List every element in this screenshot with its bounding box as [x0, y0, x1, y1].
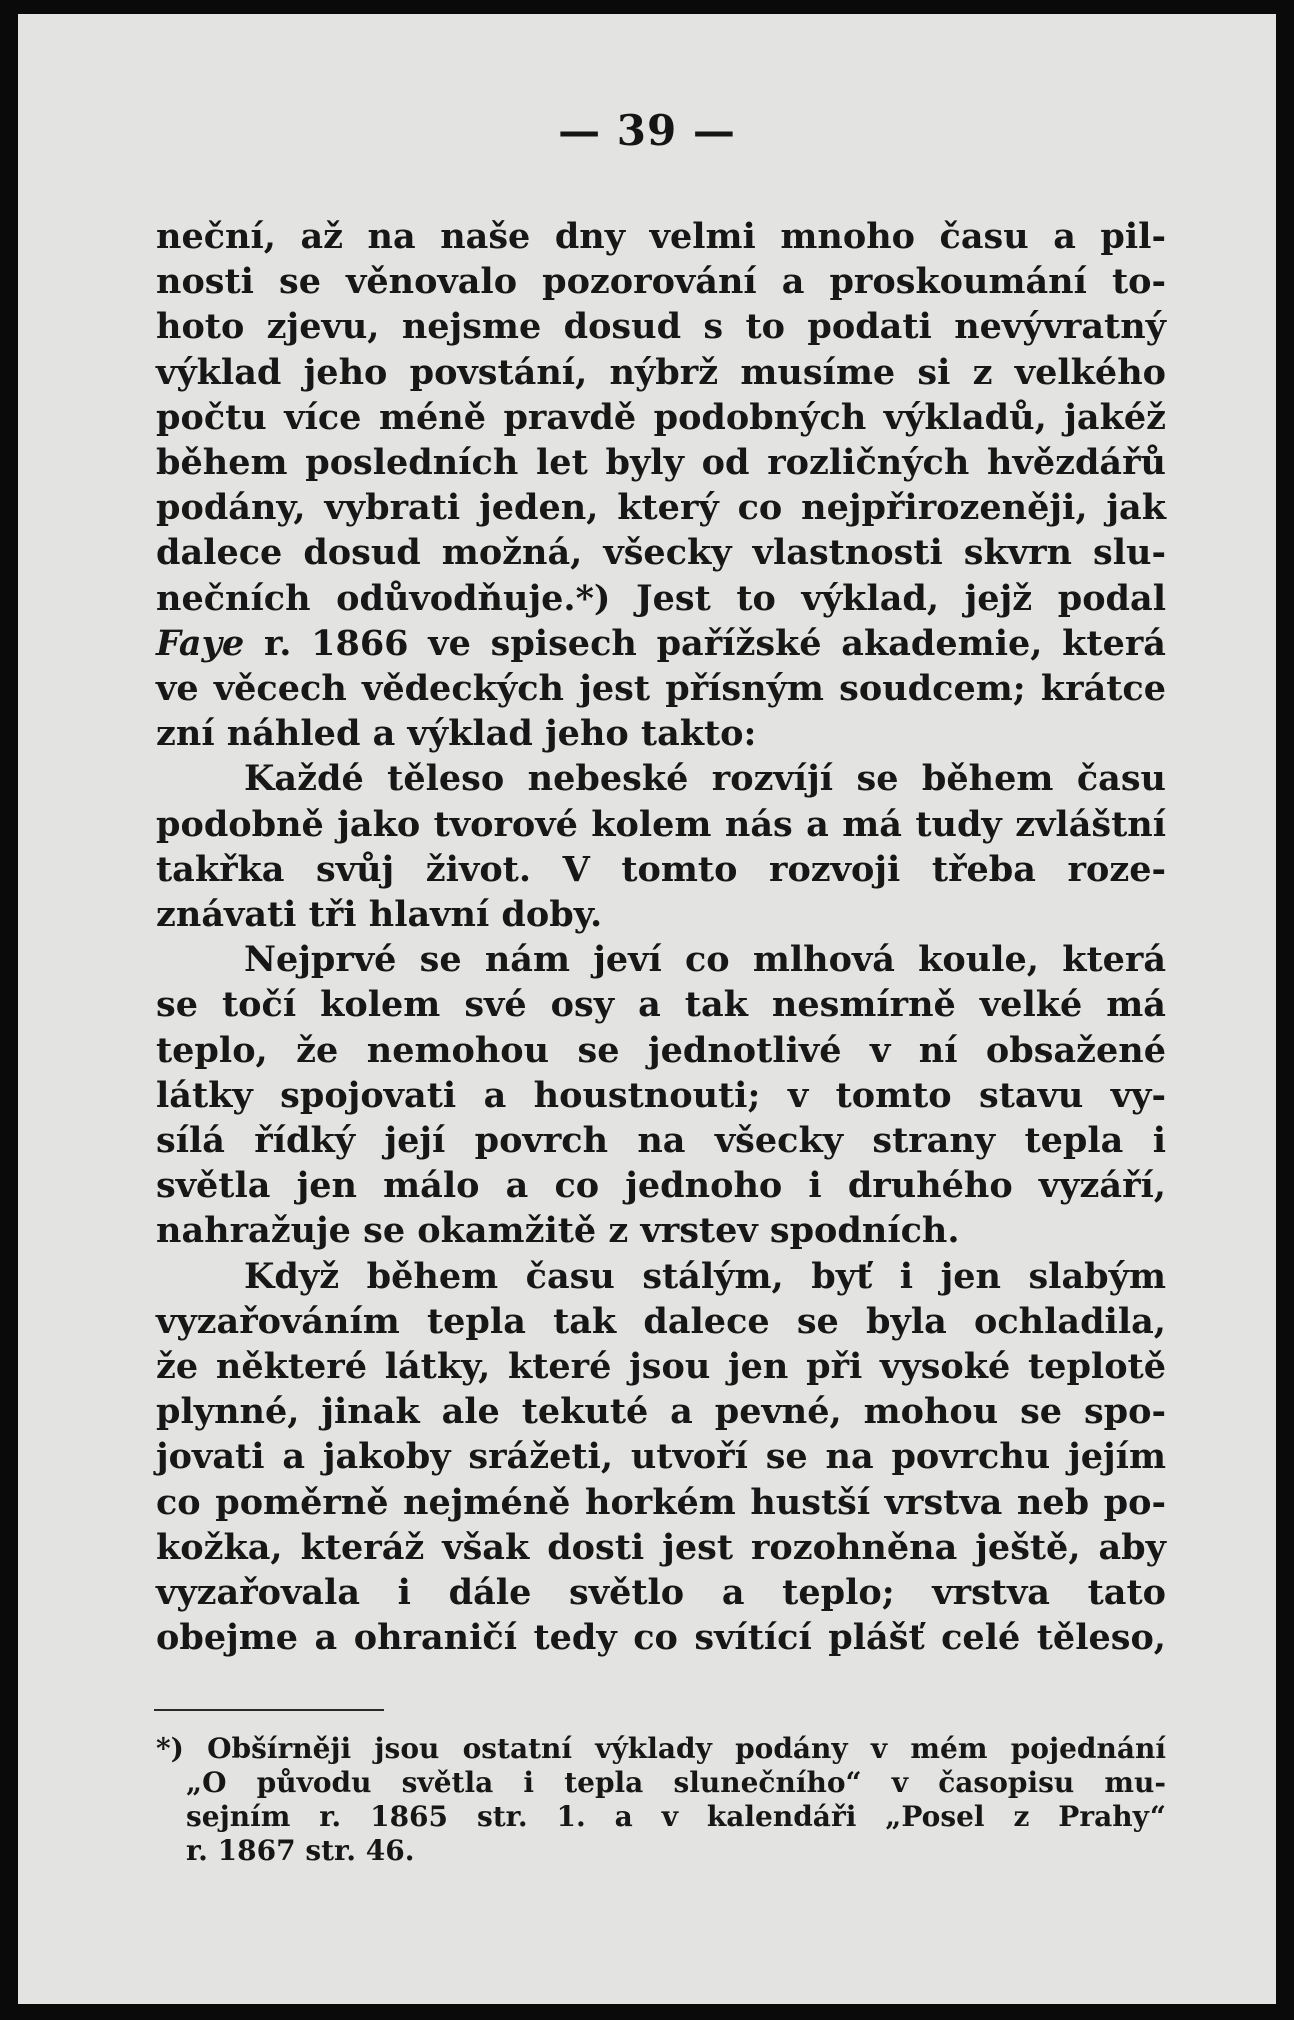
text-line: ve věcech vědeckých jest přísným soudcem; krátce [156, 668, 1166, 710]
book-page [18, 14, 1276, 2004]
text-line: co poměrně nejméně horkém hustší vrstva neb po- [156, 1481, 1166, 1523]
text-line: sílá řídký její povrch na všecky strany tepla i [156, 1120, 1166, 1162]
text-line: nahražuje se okamžitě z vrstev spodních. [156, 1210, 960, 1252]
footnote-divider [154, 1709, 384, 1711]
text-line: teplo, že nemohou se jednotlivé v ní obsažené [156, 1029, 1166, 1071]
footnote-line: „O původu světla i tepla slunečního“ v časopisu mu- [186, 1766, 1166, 1799]
paragraph-start-line: Když během času stálým, byť i jen slabým [244, 1255, 1166, 1297]
footnote-line: *) Obšírněji jsou ostatní výklady podány v mém pojednání [156, 1732, 1166, 1765]
text-line: plynné, jinak ale tekuté a pevné, mohou se spo- [156, 1391, 1166, 1433]
text-line: že některé látky, které jsou jen při vysoké teplotě [156, 1346, 1166, 1388]
text-line: vyzařováním tepla tak dalece se byla ochladila, [156, 1300, 1166, 1342]
text-line: znávati tři hlavní doby. [156, 894, 603, 936]
footnote-line: r. 1867 str. 46. [186, 1834, 415, 1867]
body-text [156, 214, 1166, 1661]
text-line: během posledních let byly od rozličných hvězdářů [156, 442, 1166, 484]
text-line: se točí kolem své osy a tak nesmírně velké má [156, 984, 1166, 1026]
page-number: — 39 — [558, 106, 736, 155]
text-line: počtu více méně pravdě podobných výkladů, jakéž [156, 396, 1166, 438]
text-line: podány, vybrati jeden, který co nejpřirozeněji, jak [156, 487, 1166, 529]
author-name-italic: Faye [156, 622, 245, 664]
text-line: látky spojovati a houstnouti; v tomto stavu vy- [156, 1074, 1166, 1116]
text-line: vyzařovala i dále světlo a teplo; vrstva tato [156, 1572, 1166, 1614]
text-line: jovati a jakoby srážeti, utvoří se na povrchu jejím [156, 1436, 1166, 1478]
text-line: nosti se věnovalo pozorování a proskoumání to- [156, 261, 1166, 303]
paragraph-start-line: Každé těleso nebeské rozvíjí se během času [244, 758, 1166, 800]
text-line: Faye r. 1866 ve spisech pařížské akademie, která [156, 622, 1166, 664]
text-line: zní náhled a výklad jeho takto: [156, 713, 757, 755]
text-line: podobně jako tvorové kolem nás a má tudy zvláštní [156, 803, 1166, 845]
text-line: hoto zjevu, nejsme dosud s to podati nevývratný [156, 306, 1166, 348]
text-line: nečních odůvodňuje.*) Jest to výklad, jejž podal [156, 577, 1166, 619]
text-line: dalece dosud možná, všecky vlastnosti skvrn slu- [156, 532, 1166, 574]
footnote [156, 1732, 1166, 1868]
text-line: světla jen málo a co jednoho i druhého vyzáří, [156, 1165, 1166, 1207]
paragraph-start-line: Nejprvé se nám jeví co mlhová koule, která [244, 939, 1166, 981]
text-line: neční, až na naše dny velmi mnoho času a pil- [156, 216, 1166, 257]
text-line: výklad jeho povstání, nýbrž musíme si z velkého [156, 351, 1166, 393]
text-line: kožka, kteráž však dosti jest rozohněna ještě, aby [156, 1526, 1166, 1568]
text-line: obejme a ohraničí tedy co svítící plášť celé těleso, [156, 1617, 1166, 1659]
text-line: takřka svůj život. V tomto rozvoji třeba roze- [156, 848, 1166, 890]
footnote-line: sejním r. 1865 str. 1. a v kalendáři „Posel z Prahy“ [186, 1800, 1166, 1833]
